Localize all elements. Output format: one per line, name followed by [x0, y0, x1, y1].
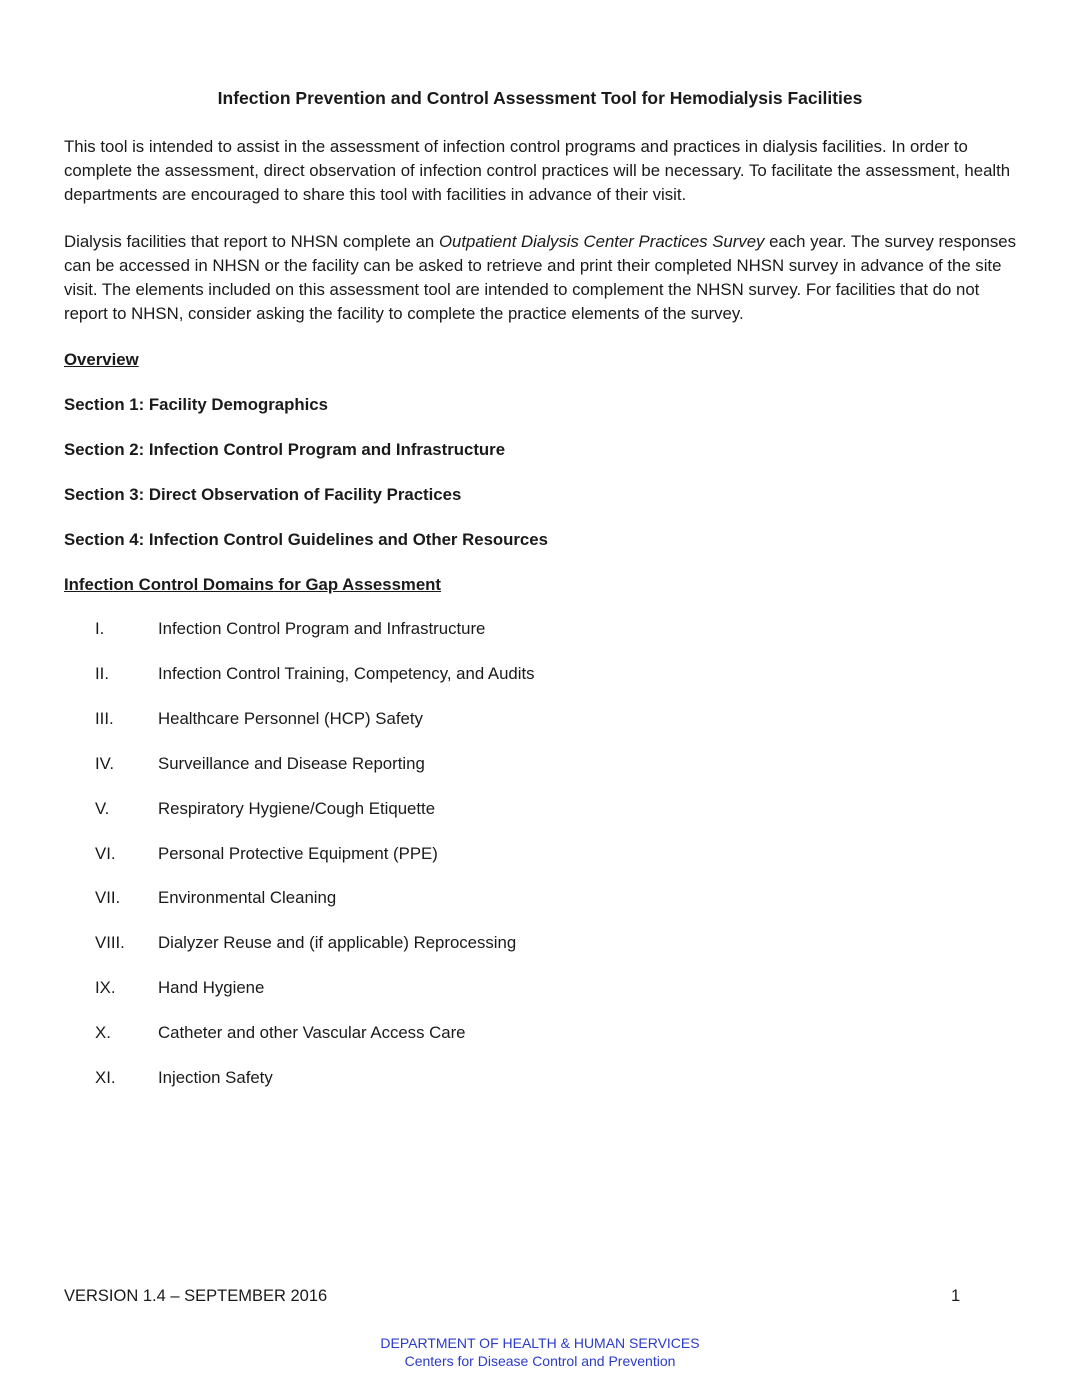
list-item-number: III. [95, 709, 114, 728]
list-item-number: VI. [95, 844, 116, 863]
section-2-heading: Section 2: Infection Control Program and Infrastructure [64, 440, 506, 459]
list-item-text: Infection Control Program and Infrastructure [158, 619, 486, 638]
list-item-text: Infection Control Training, Competency, and Audits [158, 664, 535, 683]
list-item [0, 619, 1080, 643]
agency-name: Centers for Disease Control and Prevention [404, 1353, 676, 1369]
list-item-number: II. [95, 664, 109, 683]
list-item-text: Surveillance and Disease Reporting [158, 754, 425, 773]
document-title: Infection Prevention and Control Assessment Tool for Hemodialysis Facilities [217, 88, 863, 108]
domains-heading: Infection Control Domains for Gap Assessment [64, 575, 442, 594]
section-3-heading: Section 3: Direct Observation of Facility Practices [64, 485, 462, 504]
list-item-number: VII. [95, 888, 121, 907]
list-item [0, 844, 1080, 868]
list-item [0, 933, 1080, 957]
list-item-text: Dialyzer Reuse and (if applicable) Reprocessing [158, 933, 517, 952]
intro-paragraph: This tool is intended to assist in the assessment of infection control programs and practices in dialysis facilities. In order to complete the assessment, direct observation of infection control practices will be necessary. To facilitate the assessment, health departments are encouraged to share this tool with facilities in advance of their visit. [64, 137, 1011, 204]
list-item-number: V. [95, 799, 110, 818]
list-item-number: XI. [95, 1068, 116, 1087]
list-item [0, 1068, 1080, 1092]
list-item-text: Healthcare Personnel (HCP) Safety [158, 709, 423, 728]
list-item-text: Personal Protective Equipment (PPE) [158, 844, 438, 863]
list-item [0, 799, 1080, 823]
list-item-number: X. [95, 1023, 111, 1042]
footer-department [0, 1334, 1080, 1370]
list-item-text: Injection Safety [158, 1068, 273, 1087]
list-item [0, 978, 1080, 1002]
list-item [0, 754, 1080, 778]
list-item [0, 888, 1080, 912]
footer-version: VERSION 1.4 – SEPTEMBER 2016 [64, 1287, 328, 1305]
list-item [0, 664, 1080, 688]
list-item-number: IX. [95, 978, 116, 997]
section-1-heading: Section 1: Facility Demographics [64, 395, 328, 414]
nhsn-paragraph [64, 230, 1019, 326]
department-name: DEPARTMENT OF HEALTH & HUMAN SERVICES [380, 1335, 700, 1351]
list-item-text: Respiratory Hygiene/Cough Etiquette [158, 799, 436, 818]
nhsn-paragraph-end: each year. The survey responses can be accessed in NHSN or the facility can be asked to retrieve and print their completed NHSN survey in advance of the site visit. The elements included on this assessment tool are intended to complement the NHSN survey. For facilities that do not report to NHSN, consider asking the facility to complete the practice elements of the survey. [64, 232, 1016, 323]
list-item [0, 709, 1080, 733]
list-item-number: IV. [95, 754, 114, 773]
list-item-text: Environmental Cleaning [158, 888, 337, 907]
page-number: 1 [951, 1287, 961, 1305]
survey-name: Outpatient Dialysis Center Practices Survey [438, 232, 765, 251]
list-item [0, 1023, 1080, 1047]
list-item-number: I. [95, 619, 105, 638]
overview-heading: Overview [64, 350, 139, 369]
list-item-text: Catheter and other Vascular Access Care [158, 1023, 466, 1042]
list-item-number: VIII. [95, 933, 125, 952]
section-4-heading: Section 4: Infection Control Guidelines and Other Resources [64, 530, 548, 549]
list-item-text: Hand Hygiene [158, 978, 265, 997]
nhsn-paragraph-start: Dialysis facilities that report to NHSN complete an [64, 232, 439, 251]
